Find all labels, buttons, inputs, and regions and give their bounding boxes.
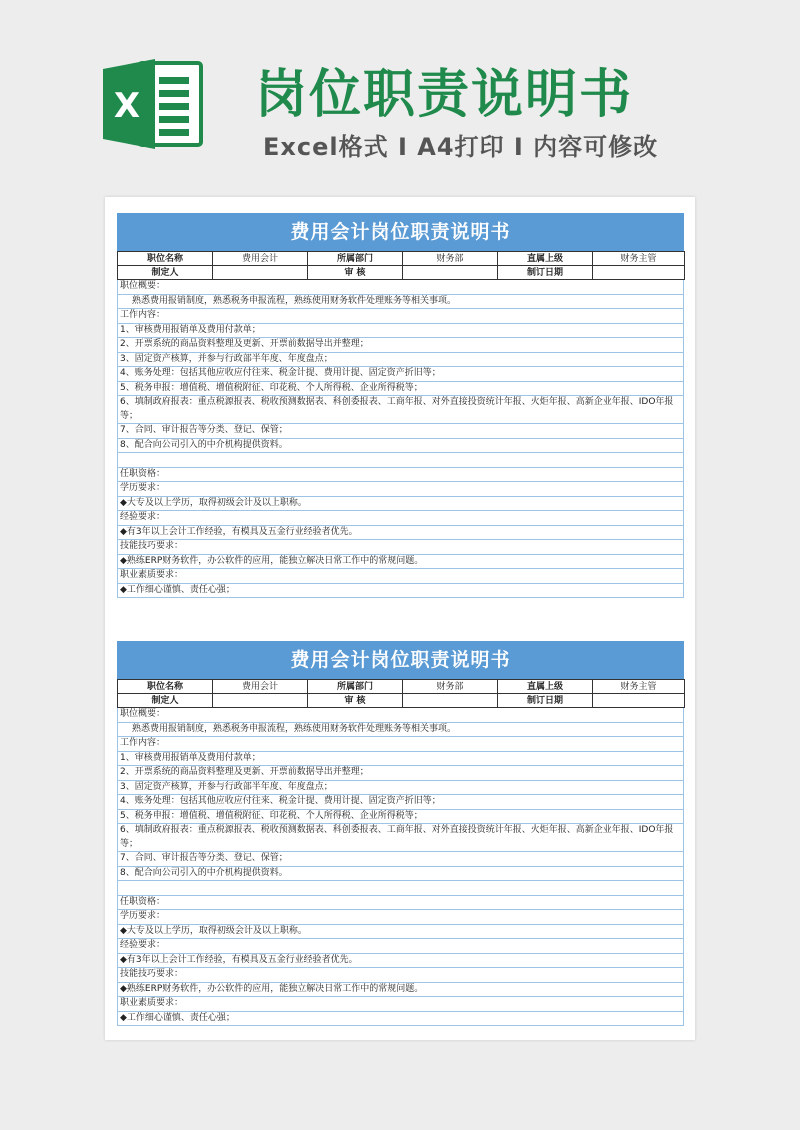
review-value[interactable]: [403, 266, 498, 280]
info-table: [117, 251, 685, 280]
duty-item: 6、填制政府报表：重点税源报表、税收预测数据表、科创委报表、工商年报、对外直接投资统计年报、火炬年报、高新企业年报、IDO年报等；: [117, 396, 684, 424]
experience-label: 经验要求：: [117, 511, 684, 526]
date-value[interactable]: [593, 266, 685, 280]
form-2: [117, 641, 684, 1026]
position-value[interactable]: 费用会计: [213, 680, 308, 694]
position-label: 职位名称: [118, 680, 213, 694]
duty-item: 6、填制政府报表：重点税源报表、税收预测数据表、科创委报表、工商年报、对外直接投资统计年报、火炬年报、高新企业年报、IDO年报等；: [117, 824, 684, 852]
duty-item: 2、开票系统的商品资料整理及更新、开票前数据导出并整理；: [117, 338, 684, 353]
experience-label: 经验要求：: [117, 939, 684, 954]
page-header: [0, 0, 800, 190]
quality-label: 职业素质要求：: [117, 569, 684, 584]
quality-text: ◆工作细心谨慎、责任心强；: [117, 584, 684, 599]
dept-label: 所属部门: [308, 252, 403, 266]
duties-label: 工作内容：: [117, 309, 684, 324]
overview-text: 熟悉费用报销制度，熟悉税务申报流程，熟练使用财务软件处理账务等相关事项。: [117, 295, 684, 310]
education-text: ◆大专及以上学历，取得初级会计及以上职称。: [117, 497, 684, 512]
form-title: 费用会计岗位职责说明书: [117, 641, 684, 679]
superior-label: 直属上级: [498, 252, 593, 266]
date-label: 制订日期: [498, 694, 593, 708]
duty-item: 7、合同、审计报告等分类、登记、保管；: [117, 852, 684, 867]
review-label: 审 核: [308, 266, 403, 280]
duty-item: 8、配合向公司引入的中介机构提供资料。: [117, 439, 684, 454]
qualification-label: 任职资格：: [117, 468, 684, 483]
duties-label: 工作内容：: [117, 737, 684, 752]
date-value[interactable]: [593, 694, 685, 708]
education-label: 学历要求：: [117, 910, 684, 925]
duty-item: 8、配合向公司引入的中介机构提供资料。: [117, 867, 684, 882]
info-table: [117, 679, 685, 708]
duty-item: 1、审核费用报销单及费用付款单；: [117, 752, 684, 767]
skills-text: ◆熟练ERP财务软件，办公软件的应用，能独立解决日常工作中的常规问题。: [117, 983, 684, 998]
skills-text: ◆熟练ERP财务软件，办公软件的应用，能独立解决日常工作中的常规问题。: [117, 555, 684, 570]
position-value[interactable]: 费用会计: [213, 252, 308, 266]
review-value[interactable]: [403, 694, 498, 708]
experience-text: ◆有3年以上会计工作经验，有模具及五金行业经验者优先。: [117, 954, 684, 969]
blank-row: [117, 881, 684, 896]
page-subtitle: Excel格式 I A4打印 I 内容可修改: [263, 133, 659, 161]
maker-label: 制定人: [118, 694, 213, 708]
maker-value[interactable]: [213, 694, 308, 708]
overview-text: 熟悉费用报销制度，熟悉税务申报流程，熟练使用财务软件处理账务等相关事项。: [117, 723, 684, 738]
superior-label: 直属上级: [498, 680, 593, 694]
duty-item: 7、合同、审计报告等分类、登记、保管；: [117, 424, 684, 439]
date-label: 制订日期: [498, 266, 593, 280]
position-label: 职位名称: [118, 252, 213, 266]
svg-text:X: X: [113, 86, 141, 126]
duty-item: 2、开票系统的商品资料整理及更新、开票前数据导出并整理；: [117, 766, 684, 781]
overview-label: 职位概要：: [117, 280, 684, 295]
overview-label: 职位概要：: [117, 708, 684, 723]
education-text: ◆大专及以上学历，取得初级会计及以上职称。: [117, 925, 684, 940]
duty-item: 5、税务申报：增值税、增值税附征、印花税、个人所得税、企业所得税等；: [117, 810, 684, 825]
dept-value[interactable]: 财务部: [403, 252, 498, 266]
page-title: 岗位职责说明书: [255, 65, 634, 125]
duty-item: 1、审核费用报销单及费用付款单；: [117, 324, 684, 339]
duty-item: 4、账务处理：包括其他应收应付往来、税金计提、费用计提、固定资产折旧等；: [117, 795, 684, 810]
maker-value[interactable]: [213, 266, 308, 280]
maker-label: 制定人: [118, 266, 213, 280]
form-title: 费用会计岗位职责说明书: [117, 213, 684, 251]
dept-label: 所属部门: [308, 680, 403, 694]
superior-value[interactable]: 财务主管: [593, 252, 685, 266]
education-label: 学历要求：: [117, 482, 684, 497]
quality-text: ◆工作细心谨慎、责任心强；: [117, 1012, 684, 1027]
quality-label: 职业素质要求：: [117, 997, 684, 1012]
superior-value[interactable]: 财务主管: [593, 680, 685, 694]
duty-item: 5、税务申报：增值税、增值税附征、印花税、个人所得税、企业所得税等；: [117, 382, 684, 397]
duty-item: 4、账务处理：包括其他应收应付往来、税金计提、费用计提、固定资产折旧等；: [117, 367, 684, 382]
duty-item: 3、固定资产核算，并参与行政部半年度、年度盘点；: [117, 353, 684, 368]
excel-logo-icon: [103, 59, 203, 149]
skills-label: 技能技巧要求：: [117, 968, 684, 983]
form-1: [117, 213, 684, 598]
blank-row: [117, 453, 684, 468]
qualification-label: 任职资格：: [117, 896, 684, 911]
review-label: 审 核: [308, 694, 403, 708]
document-sheet: [105, 197, 695, 1040]
skills-label: 技能技巧要求：: [117, 540, 684, 555]
dept-value[interactable]: 财务部: [403, 680, 498, 694]
experience-text: ◆有3年以上会计工作经验，有模具及五金行业经验者优先。: [117, 526, 684, 541]
duty-item: 3、固定资产核算，并参与行政部半年度、年度盘点；: [117, 781, 684, 796]
